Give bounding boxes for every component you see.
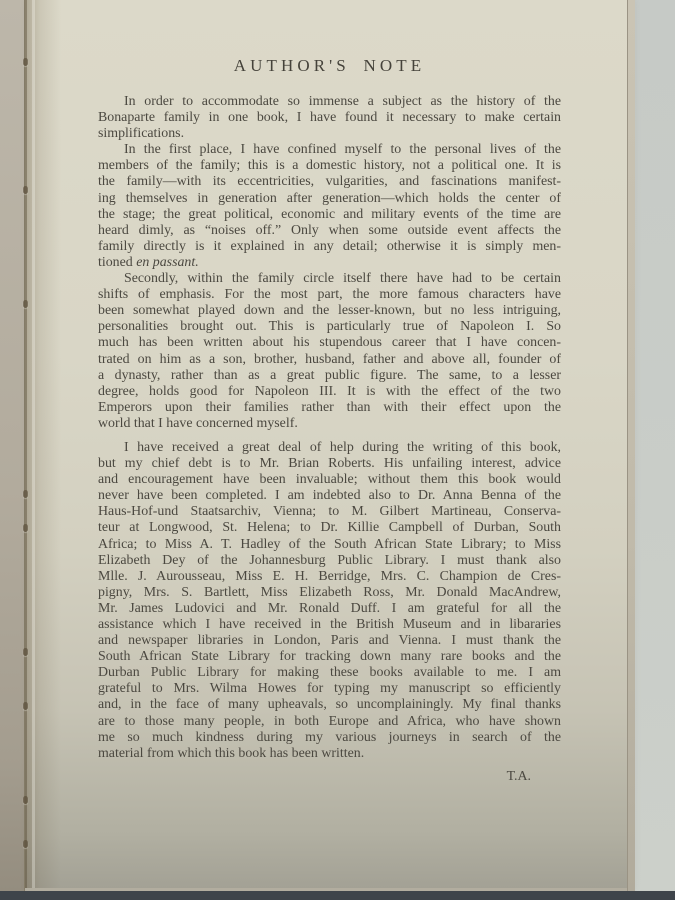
text-line: Elizabeth Dey of the Johannesburg Public Library. I must thank also: [98, 552, 561, 568]
text-line: Secondly, within the family circle itself there have had to be certain: [124, 271, 561, 287]
text-line: a dynasty, rather than as a great public figure. The same, to a lesser: [98, 367, 561, 383]
text-line: world that I have concerned myself.: [98, 415, 298, 431]
text-line: degree, holds good for Napoleon III. It is with the effect of the two: [98, 383, 561, 399]
text-line: tioned en passant.: [98, 254, 199, 270]
text-line: been somewhat played down and the lesser-known, but no less intriguing,: [98, 303, 561, 319]
text-line: personalities brought out. This is particularly true of Napoleon I. So: [98, 319, 561, 335]
text-line: and encouragement have been invaluable; without them this book would: [98, 472, 561, 488]
text-line: ing themselves in generation after generation—which holds the center of: [98, 190, 561, 206]
body-text: [98, 94, 561, 762]
text-line: and newspaper libraries in London, Paris and Vienna. I must thank the: [98, 633, 561, 649]
text-line: South African State Library for tracking down many rare books and the: [98, 649, 561, 665]
gutter-shadow: [25, 0, 61, 888]
text-line: Africa; to Miss A. T. Hadley of the South African State Library; to Miss: [98, 536, 561, 552]
text-line: pigny, Mrs. S. Bartlett, Miss Elizabeth Ross, Mr. Donald MacAndrew,: [98, 584, 561, 600]
paragraph: [98, 271, 561, 432]
binding-stitch: [23, 490, 28, 498]
text-line: much has been written about his stupendous career that I have concen-: [98, 335, 561, 351]
paragraph: [98, 94, 561, 142]
page-text: [98, 56, 561, 785]
text-line: Mr. James Ludovici and Mr. Ronald Duff. I am grateful for all the: [98, 600, 561, 616]
text-line: me so much kindness during my various journeys in search of the: [98, 729, 561, 745]
binding-stitch: [23, 524, 28, 532]
text-line: the family—with its eccentricities, vulgarities, and fascinations manifest-: [98, 174, 561, 190]
binding-stitch: [23, 796, 28, 804]
text-line: heard dimly, as “noises off.” Only when some outside event affects the: [98, 222, 561, 238]
text-line: material from which this book has been written.: [98, 745, 365, 761]
binding-stitch: [23, 840, 28, 848]
author-initials: T.A.: [506, 768, 531, 784]
paragraph: [98, 440, 561, 762]
text-line: the stage; the great political, economic and military events of the time are: [98, 206, 561, 222]
text-line: but my chief debt is to Mr. Brian Roberts. His unfailing interest, advice: [98, 456, 561, 472]
text-line: are to those many people, in both Europe and Africa, who have shown: [98, 713, 561, 729]
text-line: simplifications.: [98, 126, 185, 142]
text-line: and, in the face of many upheavals, so uncomplainingly. My final thanks: [98, 697, 561, 713]
text-line: teur at Longwood, St. Helena; to Dr. Killie Campbell of Durban, South: [98, 520, 561, 536]
page-title: AUTHOR'S NOTE: [233, 56, 426, 75]
text-line: never have been completed. I am indebted also to Dr. Anna Benna of the: [98, 488, 561, 504]
text-line: shifts of emphasis. For the most part, the more famous characters have: [98, 287, 561, 303]
binding-stitch: [23, 186, 28, 194]
binding-stitch: [23, 58, 28, 66]
paragraph: [98, 142, 561, 271]
text-line: I have received a great deal of help during the writing of this book,: [124, 439, 561, 455]
book-page: [25, 0, 628, 891]
binding-stitch: [23, 702, 28, 710]
facing-page-edge: [0, 0, 25, 891]
text-line: trated on him as a son, brother, husband, father and above all, founder of: [98, 351, 561, 367]
gutter-highlight: [32, 0, 35, 888]
binding-stitch: [23, 300, 28, 308]
text-line: In the first place, I have confined myself to the personal lives of the: [124, 142, 561, 158]
text-line: In order to accommodate so immense a subject as the history of the: [124, 94, 561, 109]
binding-thread: [25, 0, 27, 888]
table-surface: [0, 891, 675, 900]
text-line: grateful to Mrs. Wilma Howes for typing my manuscript so efficiently: [98, 681, 561, 697]
text-line: family directly is it explained in any detail; otherwise it is simply men-: [98, 238, 561, 254]
binding-stitch: [23, 648, 28, 656]
text-line: Durban Public Library for making these books available to me. I am: [98, 665, 561, 681]
text-line: assistance which I have received in the British Museum and in libararies: [98, 617, 561, 632]
text-line: members of the family; this is a domestic history, not a political one. It is: [98, 158, 561, 174]
text-line: Mlle. J. Aurousseau, Miss E. H. Berridge, Mrs. C. Champion de Cres-: [98, 568, 561, 584]
text-line: Emperors upon their families rather than with their effect upon the: [98, 399, 561, 415]
page-fore-edge: [627, 0, 635, 891]
text-line: Haus-Hof-und Staatsarchiv, Vienna; to M. Gilbert Martineau, Conserva-: [98, 504, 561, 520]
text-line: Bonaparte family in one book, I have found it necessary to make certain: [98, 110, 561, 126]
